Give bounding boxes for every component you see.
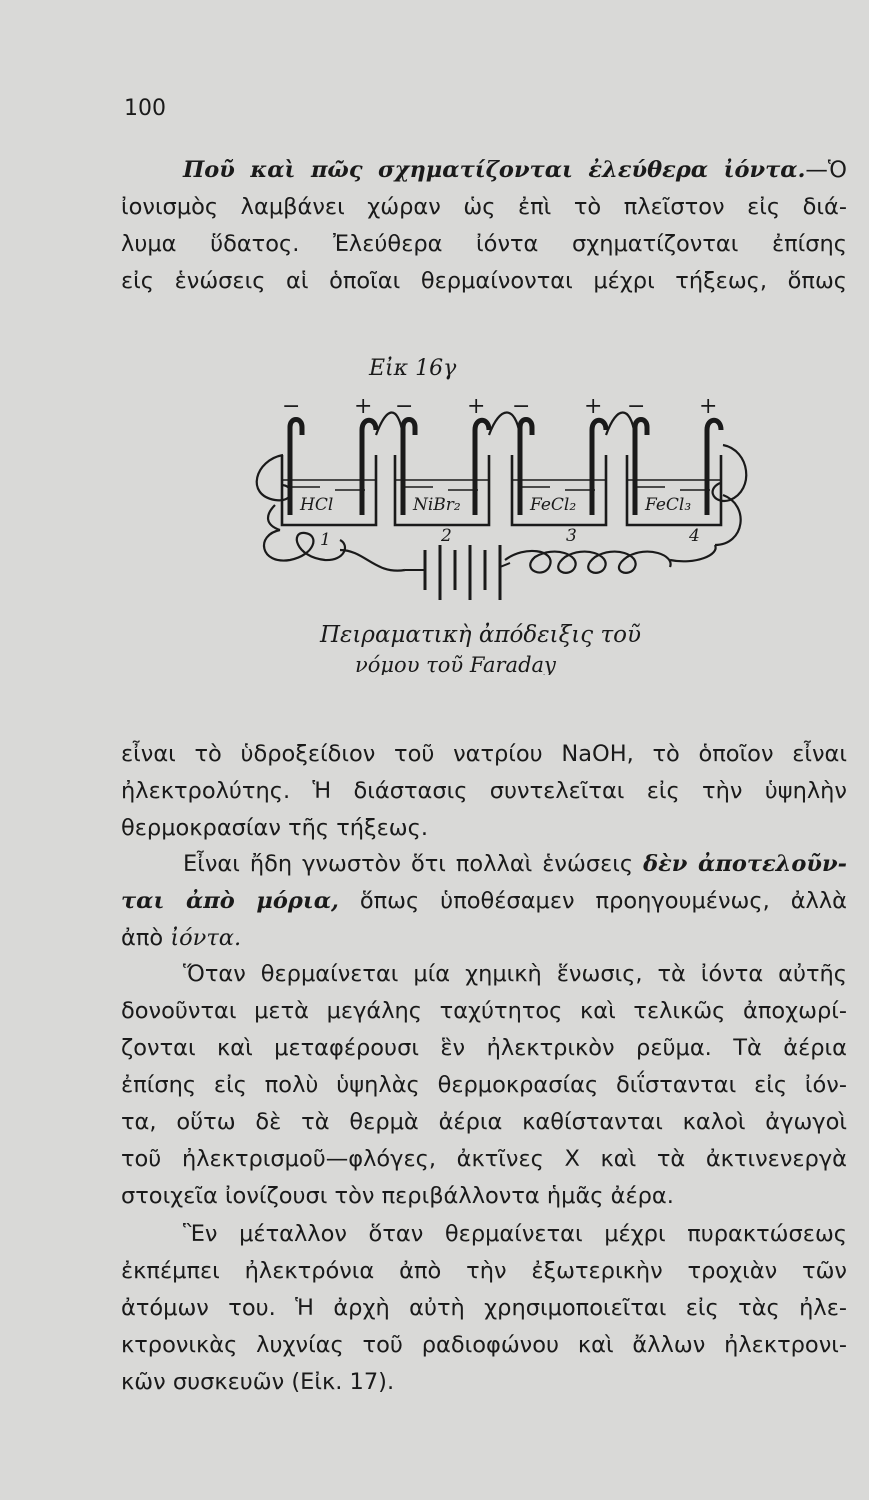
figure-number: Εἰκ 16γ [369, 356, 457, 381]
polarity-sign: + [354, 394, 373, 419]
polarity-sign: + [584, 394, 603, 419]
polarity-sign: − [627, 394, 646, 419]
polarity-sign: − [282, 394, 301, 419]
cell-number: 4 [689, 526, 700, 546]
text-fragment: ὅπως ὑποθέσαμεν προηγουμένως, ἀλλὰ [359, 888, 847, 914]
text-line: εἶναι τὸ ὑδροξείδιον τοῦ νατρίου NaOH, τὸ ὁποῖον εἶναι [121, 741, 847, 767]
cell-number: 2 [441, 526, 452, 546]
polarity-sign: − [512, 394, 531, 419]
text-line: τοῦ ἠλεκτρισμοῦ—φλόγες, ἀκτῖνες Χ καὶ τὰ ἀκτινενεργὰ [121, 1146, 847, 1172]
figure-caption-line-1: Πειραματικὴ ἀπόδειξις τοῦ [320, 622, 642, 648]
cell-label: HCl [300, 495, 334, 515]
paragraph-4 [121, 956, 847, 1215]
cell-label: FeCl₃ [645, 495, 692, 515]
paragraph-2 [121, 736, 847, 847]
text-line: ἰονισμὸς λαμβάνει χώραν ὡς ἐπὶ τὸ πλεῖστον εἰς διά- [121, 194, 847, 220]
figure-caption-line-2: νόμου τοῦ Faraday [355, 653, 556, 675]
emphasis: ἰόντα. [170, 925, 242, 951]
text-fragment: —Ὁ [805, 157, 847, 183]
text-line: ἐπίσης εἰς πολὺ ὑψηλὰς θερμοκρασίας διΐστανται εἰς ἰόν- [121, 1072, 847, 1098]
cell-annotations [299, 495, 700, 550]
polarity-sign: + [467, 394, 486, 419]
text-line: ἠλεκτρολύτης. Ἡ διάστασις συντελεῖται εἰς τὴν ὑψηλὴν [121, 778, 847, 804]
battery [405, 545, 510, 600]
section-heading: Ποῦ καὶ πῶς σχηματίζονται ἐλεύθερα ἰόντα. [183, 157, 806, 183]
page-number: 100 [124, 96, 166, 121]
text-line: κῶν συσκευῶν (Εἰκ. 17). [121, 1369, 395, 1395]
text-line: κτρονικὰς λυχνίας τοῦ ραδιοφώνου καὶ ἄλλων ἠλεκτρονι- [121, 1332, 847, 1358]
text-line [121, 883, 847, 920]
text-line: ἀτόμων του. Ἡ ἀρχὴ αὐτὴ χρησιμοποιεῖται εἰς τὰς ἠλε- [121, 1295, 847, 1321]
emphasis: ται ἀπὸ μόρια, [121, 888, 339, 914]
cell-label: FeCl₂ [530, 495, 577, 515]
electrolysis-figure [235, 345, 755, 675]
text-line: δονοῦνται μετὰ μεγάλης ταχύτητος καὶ τελικῶς ἀποχωρί- [121, 998, 847, 1024]
text-line [121, 152, 847, 189]
text-line: Ὅταν θερμαίνεται μία χημικὴ ἕνωσις, τὰ ἰόντα αὐτῆς [183, 961, 847, 987]
text-line: στοιχεῖα ἰονίζουσι τὸν περιβάλλοντα ἡμᾶς ἀέρα. [121, 1183, 674, 1209]
text-line: τα, οὕτω δὲ τὰ θερμὰ ἀέρια καθίστανται καλοὶ ἀγωγοὶ [121, 1109, 847, 1135]
text-line: θερμοκρασίαν τῆς τήξεως. [121, 815, 428, 841]
text-line: Ἓν μέταλλον ὅταν θερμαίνεται μέχρι πυρακτώσεως [183, 1221, 847, 1247]
cell-number: 3 [566, 526, 577, 546]
cell-label: NiBr₂ [413, 495, 461, 515]
emphasis: δὲν ἀποτελοῦν- [643, 851, 847, 877]
paragraph-1 [121, 152, 847, 300]
text-line [121, 920, 847, 957]
polarity-sign: − [395, 394, 414, 419]
paragraph-5 [121, 1216, 847, 1401]
text-fragment: Εἶναι ἤδη γνωστὸν ὅτι πολλαὶ ἑνώσεις [183, 851, 634, 877]
text-line: λυμα ὕδατος. Ἐλεύθερα ἰόντα σχηματίζονται ἐπίσης [121, 231, 847, 257]
polarity-sign: + [699, 394, 718, 419]
text-line: εἰς ἑνώσεις αἱ ὁποῖαι θερμαίνονται μέχρι τήξεως, ὅπως [121, 268, 847, 294]
text-fragment: ἀπὸ [121, 925, 164, 951]
cell-number: 1 [320, 530, 331, 550]
text-line: ἐκπέμπει ἠλεκτρόνια ἀπὸ τὴν ἐξωτερικὴν τροχιὰν τῶν [121, 1258, 847, 1284]
text-line [121, 846, 847, 883]
paragraph-3 [121, 846, 847, 957]
text-line: ζονται καὶ μεταφέρουσι ἓν ἠλεκτρικὸν ρεῦμα. Τὰ ἀέρια [121, 1035, 847, 1061]
